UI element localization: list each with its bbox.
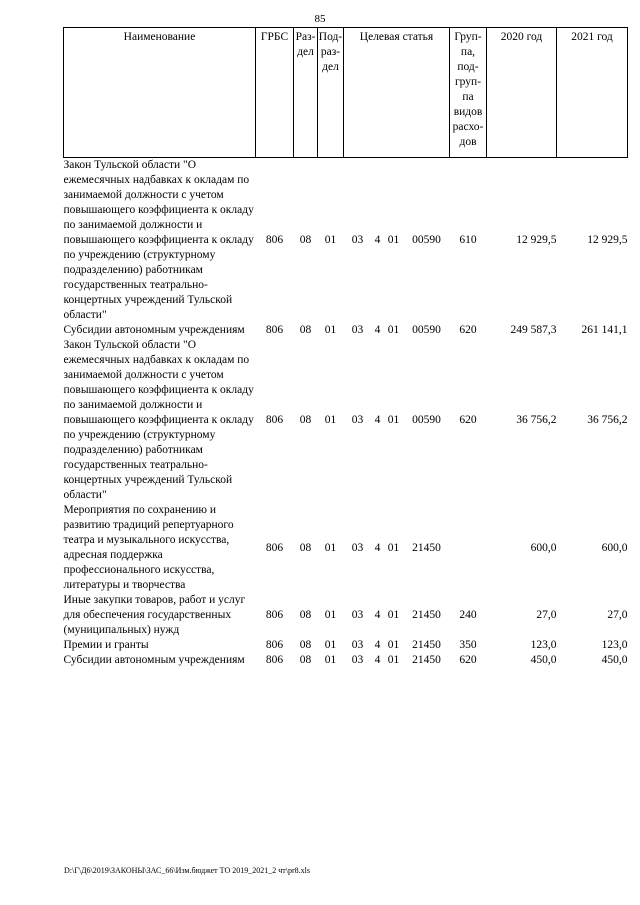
- table-row: [64, 653, 628, 668]
- table-body: [64, 158, 628, 669]
- row-group: 620: [459, 654, 477, 666]
- row-2021: 123,0: [601, 639, 628, 651]
- header-grbs: ГРБС: [256, 28, 294, 158]
- row-razdel: 08: [299, 654, 312, 666]
- table-header-row: [64, 28, 628, 158]
- row-2021: 12 929,5: [587, 234, 628, 246]
- row-podrazdel: 01: [324, 414, 337, 426]
- row-podrazdel: 01: [324, 234, 337, 246]
- row-target-4: 00590: [412, 234, 441, 246]
- row-razdel: 08: [299, 234, 312, 246]
- row-target-3: 01: [387, 541, 400, 554]
- row-podrazdel: 01: [324, 639, 337, 651]
- row-grbs: 806: [265, 234, 284, 246]
- row-2020: 249 587,3: [510, 324, 557, 336]
- file-path-footer: D:\Г\Д6\2019\ЗАКОНЫ\ЗАС_66\Изм.бюджет ТО 2019_2021_2 чт\pr8.xls: [64, 866, 310, 875]
- row-2021: 261 141,1: [581, 324, 628, 336]
- row-razdel: 08: [299, 414, 312, 426]
- row-group: 240: [459, 609, 477, 621]
- row-2021: 600,0: [601, 541, 628, 554]
- row-name: Субсидии автономным учреждениям: [63, 654, 245, 666]
- row-target-4: 21450: [412, 639, 441, 651]
- row-name: Закон Тульской области "О ежемесячных надбавках к окладам по занимаемой должности с учетом повышающего коэффициента к окладу по занимаемой должности и повышающего коэффициента к окладу по учреждению (структурному подразделению) работникам государственных театрально-концертных учреждений Тульской области": [63, 339, 254, 501]
- row-target-3: 01: [387, 414, 400, 426]
- row-target-3: 01: [387, 609, 400, 621]
- row-name: Иные закупки товаров, работ и услуг для обеспечения государственных (муниципальных) нужд: [63, 594, 246, 636]
- row-name: Субсидии автономным учреждениям: [63, 324, 245, 336]
- row-grbs: 806: [265, 414, 284, 426]
- row-target-1: 03: [351, 609, 364, 621]
- row-group: [450, 503, 487, 593]
- row-target-3: 01: [387, 234, 400, 246]
- table-row: [64, 638, 628, 653]
- header-2021: 2021 год: [557, 28, 628, 158]
- row-2020: 600,0: [530, 541, 557, 554]
- row-target-2: 4: [374, 541, 381, 554]
- row-target-2: 4: [374, 234, 381, 246]
- row-2021: 36 756,2: [587, 414, 628, 426]
- row-target-3: 01: [387, 324, 400, 336]
- row-razdel: 08: [299, 609, 312, 621]
- row-2020: 450,0: [530, 654, 557, 666]
- row-2020: 27,0: [536, 609, 557, 621]
- row-2021: 450,0: [601, 654, 628, 666]
- row-target-2: 4: [374, 639, 381, 651]
- row-2020: 12 929,5: [516, 234, 557, 246]
- row-grbs: 806: [265, 541, 284, 554]
- row-name: Закон Тульской области "О ежемесячных надбавках к окладам по занимаемой должности с учетом повышающего коэффициента к окладу по занимаемой должности и повышающего коэффициента к окладу по учреждению (структурному подразделению) работникам государственных театрально-концертных учреждений Тульской области": [63, 159, 254, 321]
- row-2020: 36 756,2: [516, 414, 557, 426]
- row-grbs: 806: [265, 324, 284, 336]
- header-podrazdel: Под-раз-дел: [318, 28, 344, 158]
- row-podrazdel: 01: [324, 609, 337, 621]
- row-target-2: 4: [374, 654, 381, 666]
- row-razdel: 08: [299, 324, 312, 336]
- row-podrazdel: 01: [324, 324, 337, 336]
- row-target-1: 03: [351, 234, 364, 246]
- row-target-3: 01: [387, 654, 400, 666]
- row-name: Мероприятия по сохранению и развитию традиций репертуарного театра и музыкального искусства, адресная поддержка профессионального искусства, литературы и творчества: [63, 504, 234, 591]
- row-target-1: 03: [351, 414, 364, 426]
- row-target-4: 00590: [412, 324, 441, 336]
- table-row: [64, 593, 628, 638]
- row-grbs: 806: [265, 654, 284, 666]
- row-2020: 123,0: [530, 639, 557, 651]
- table-row: [64, 338, 628, 503]
- header-razdel: Раз-дел: [294, 28, 318, 158]
- row-group: 620: [459, 414, 477, 426]
- table-row: [64, 503, 628, 593]
- row-2021: 27,0: [607, 609, 628, 621]
- row-razdel: 08: [299, 541, 312, 554]
- row-target-1: 03: [351, 639, 364, 651]
- row-podrazdel: 01: [324, 541, 337, 554]
- header-group: Груп-па, под-груп-па видов расхо-дов: [450, 28, 487, 158]
- row-target-1: 03: [351, 324, 364, 336]
- header-2020: 2020 год: [487, 28, 557, 158]
- row-target-2: 4: [374, 609, 381, 621]
- row-target-2: 4: [374, 414, 381, 426]
- row-target-4: 00590: [412, 414, 441, 426]
- row-target-4: 21450: [412, 609, 441, 621]
- table-row: [64, 158, 628, 324]
- row-razdel: 08: [299, 639, 312, 651]
- row-target-1: 03: [351, 654, 364, 666]
- header-name: Наименование: [64, 28, 256, 158]
- header-target: Целевая статья: [344, 28, 450, 158]
- table-row: [64, 323, 628, 338]
- row-podrazdel: 01: [324, 654, 337, 666]
- budget-table: [63, 27, 628, 668]
- page-number: 85: [314, 13, 326, 25]
- row-target-4: 21450: [412, 541, 441, 554]
- row-target-4: 21450: [412, 654, 441, 666]
- row-grbs: 806: [265, 639, 284, 651]
- row-target-1: 03: [351, 541, 364, 554]
- row-group: 620: [459, 324, 477, 336]
- row-group: 350: [459, 639, 477, 651]
- row-grbs: 806: [265, 609, 284, 621]
- row-name: Премии и гранты: [63, 639, 149, 651]
- row-target-2: 4: [374, 324, 381, 336]
- row-target-3: 01: [387, 639, 400, 651]
- row-group: 610: [459, 234, 477, 246]
